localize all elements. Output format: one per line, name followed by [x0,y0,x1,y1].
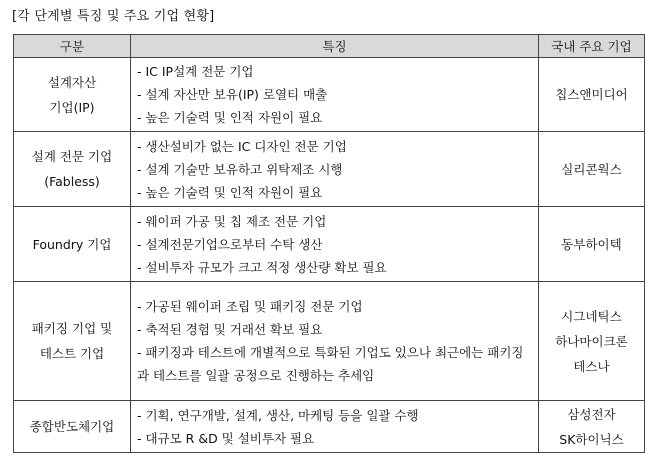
feature-line: - IC IP설계 전문 기업 [137,64,254,79]
stage-cell [14,132,131,207]
company-cell [539,401,645,453]
table-caption: [각 단계별 특징 및 주요 기업 현황] [12,9,215,24]
company-stage-table [13,34,645,453]
company-name: 실리콘웍스 [561,161,622,177]
features-cell [131,58,539,132]
company-name: 동부하이텍 [561,236,622,252]
feature-line: - 패키징과 테스트에 개별적으로 특화된 기업도 있으나 최근에는 패키징과 테스트를 일괄 공정으로 진행하는 추세임 [137,345,524,383]
stage-cell [14,58,131,132]
header-features: 특징 [131,35,539,58]
company-name: 시그네틱스 [561,308,622,324]
features-cell [131,207,539,282]
features-cell [131,401,539,453]
stage-line: 종합반도체기업 [29,419,115,434]
header-stage: 구분 [14,35,131,58]
table-row [14,401,645,453]
stage-line: Foundry 기업 [32,236,112,252]
feature-line: - 설계전문기업으로부터 수탁 생산 [137,236,323,252]
table-header-row [14,35,645,58]
feature-line: - 가공된 웨이퍼 조립 및 패키징 전문 기업 [137,299,363,314]
company-name: 삼성전자 [567,406,616,422]
company-name: 하나마이크론 [555,333,628,349]
company-cell [539,282,645,401]
table-row [14,58,645,132]
company-cell [539,132,645,207]
stage-cell [14,207,131,282]
feature-line: - 기획, 연구개발, 설계, 생산, 마케팅 등을 일괄 수행 [137,407,419,423]
features-cell [131,282,539,401]
company-name: 테스나 [573,358,610,374]
feature-line: - 대규모 R &D 및 설비투자 필요 [137,430,315,446]
feature-line: - 설비투자 규모가 크고 적정 생산량 확보 필요 [137,259,387,275]
feature-line: - 설계 기술만 보유하고 위탁제조 시행 [137,161,343,177]
company-name: SK하이닉스 [559,431,624,447]
feature-line: - 웨이퍼 가공 및 칩 제조 전문 기업 [137,213,327,229]
stage-line: 설계 전문 기업 [31,149,113,164]
company-name: 칩스앤미디어 [555,87,628,102]
table-row [14,132,645,207]
company-cell [539,207,645,282]
company-cell [539,58,645,132]
features-cell [131,132,539,207]
stage-line: (Fabless) [44,174,100,189]
table-row [14,207,645,282]
stage-cell [14,282,131,401]
table-row [14,282,645,401]
feature-line: - 설계 자산만 보유(IP) 로열티 매출 [137,87,328,102]
feature-line: - 높은 기술력 및 인적 자원이 필요 [137,110,323,125]
feature-line: - 축적된 경험 및 거래선 확보 필요 [137,322,323,337]
stage-line: 기업(IP) [49,99,95,115]
stage-line: 테스트 기업 [39,346,105,361]
stage-line: 설계자산 [47,74,97,90]
stage-line: 패키징 기업 및 [31,321,113,336]
feature-line: - 생산설비가 없는 IC 디자인 전문 기업 [137,138,347,154]
header-companies: 국내 주요 기업 [539,35,645,58]
stage-cell [14,401,131,453]
feature-line: - 높은 기술력 및 인적 자원이 필요 [137,184,323,200]
